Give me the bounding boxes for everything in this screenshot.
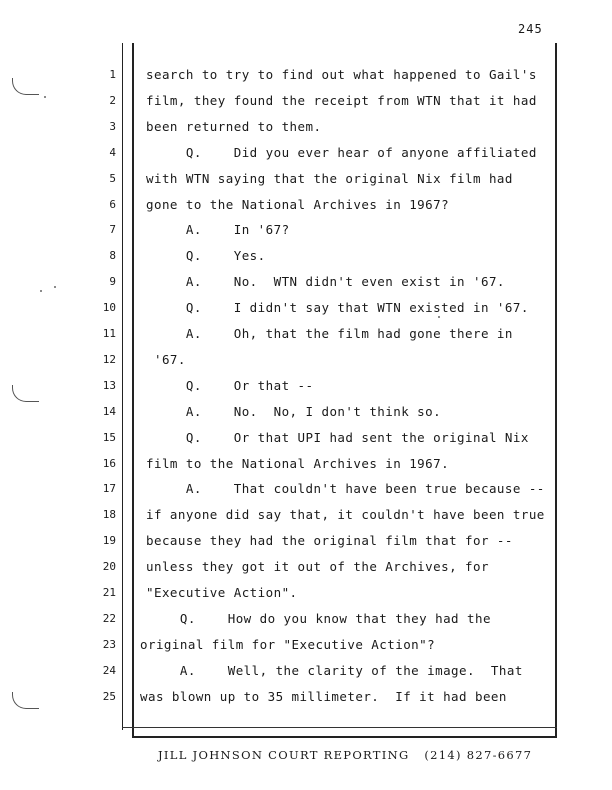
line-number: 19 [102,534,116,547]
transcript-line: Q. Or that -- [146,378,314,393]
line-number: 16 [102,457,116,470]
bottom-rule [122,727,557,728]
line-number: 8 [109,249,116,262]
line-number: 13 [102,379,116,392]
transcript-line: A. In '67? [146,222,290,237]
line-number: 9 [109,275,116,288]
transcript-line: original film for "Executive Action"? [140,637,436,652]
transcript-line: was blown up to 35 millimeter. If it had been [140,689,507,704]
line-number: 25 [102,690,116,703]
transcript-line: A. Well, the clarity of the image. That [140,663,523,678]
transcript-line: gone to the National Archives in 1967? [146,197,450,212]
transcript-line: Q. Did you ever hear of anyone affiliated [146,145,537,160]
transcript-line: with WTN saying that the original Nix film had [146,171,513,186]
transcript-line: Q. Yes. [146,248,266,263]
transcript-line: '67. [146,352,186,367]
transcript-line: film to the National Archives in 1967. [146,456,450,471]
transcript-line: A. No. WTN didn't even exist in '67. [146,274,505,289]
line-number: 17 [102,482,116,495]
line-number: 22 [102,612,116,625]
transcript-line: "Executive Action". [146,585,298,600]
transcript-line: A. Oh, that the film had gone there in [146,326,513,341]
transcript-line: Q. Or that UPI had sent the original Nix [146,430,529,445]
transcript-line: unless they got it out of the Archives, for [146,559,489,574]
page-number: 245 [518,22,543,36]
scan-speck [54,286,56,288]
line-number: 15 [102,431,116,444]
line-number: 2 [109,94,116,107]
line-number: 3 [109,120,116,133]
line-number: 14 [102,405,116,418]
transcript-line: search to try to find out what happened to Gail's [146,67,537,82]
transcript-line: A. No. No, I don't think so. [146,404,442,419]
line-number: 24 [102,664,116,677]
line-number: 10 [102,301,116,314]
line-number: 12 [102,353,116,366]
margin-rule [122,43,123,730]
line-number: 11 [102,327,116,340]
line-number: 5 [109,172,116,185]
line-number: 1 [109,68,116,81]
line-number: 4 [109,146,116,159]
transcript-line: been returned to them. [146,119,322,134]
punch-hole-mark [12,78,39,95]
line-number: 6 [109,198,116,211]
transcript-line: Q. I didn't say that WTN existed in '67. [146,300,529,315]
transcript-line: if anyone did say that, it couldn't have been true [146,507,545,522]
transcript-line: because they had the original film that for -- [146,533,513,548]
transcript-line: A. That couldn't have been true because -- [146,481,545,496]
punch-hole-mark [12,385,39,402]
punch-hole-mark [12,692,39,709]
scan-speck [44,96,46,98]
line-number: 23 [102,638,116,651]
transcript-line: Q. How do you know that they had the [140,611,491,626]
line-number: 7 [109,223,116,236]
scan-speck [438,316,440,318]
line-number: 20 [102,560,116,573]
footer-reporter: JILL JOHNSON COURT REPORTING (214) 827-6677 [158,748,533,762]
scan-speck [40,290,42,292]
transcript-line: film, they found the receipt from WTN that it had [146,93,537,108]
line-number: 21 [102,586,116,599]
line-number: 18 [102,508,116,521]
